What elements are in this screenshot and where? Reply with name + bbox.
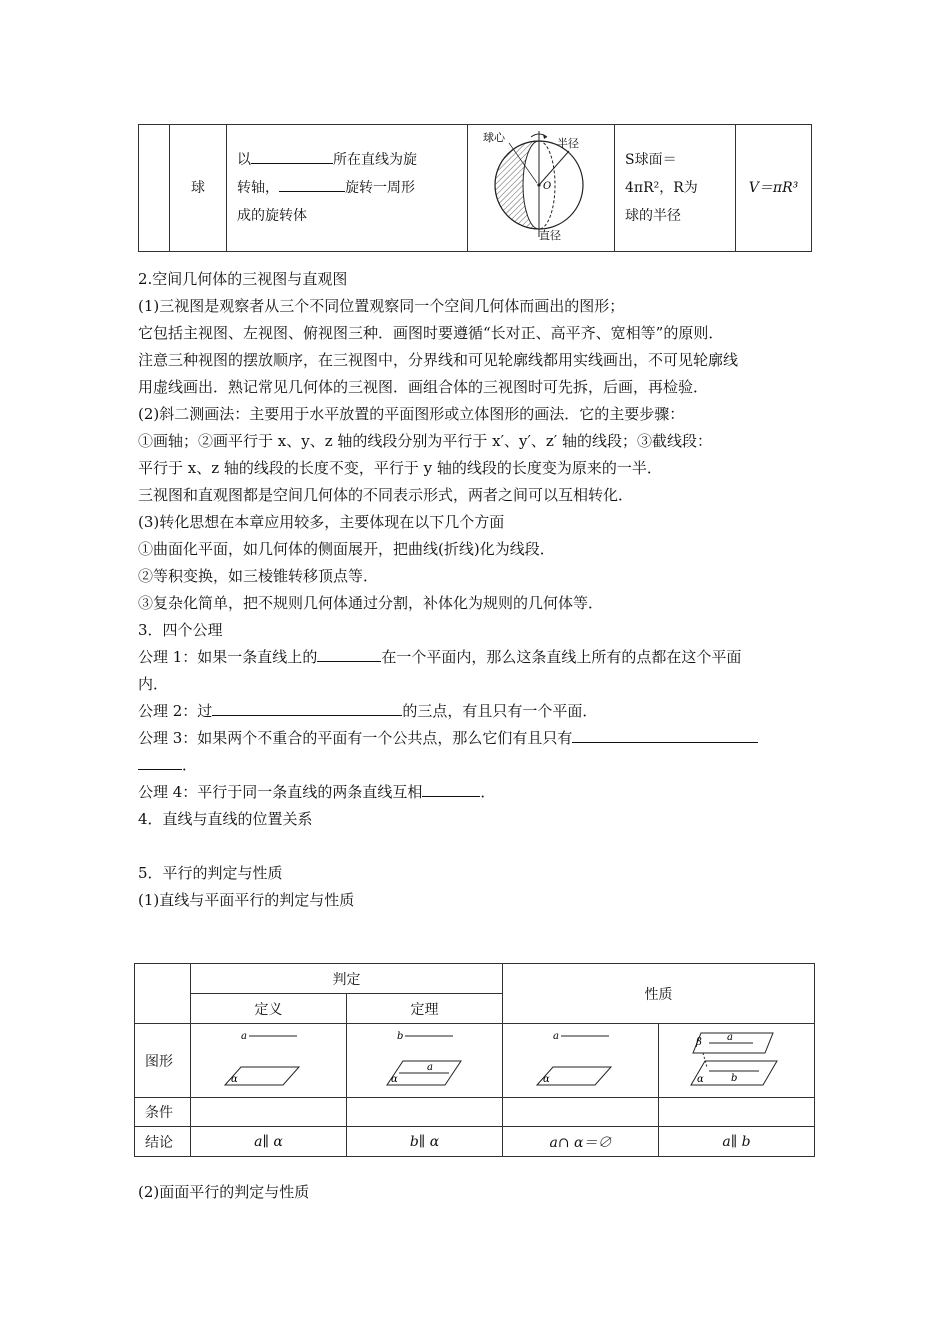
header-prop: 性质 [503,964,815,1024]
axiom1-prefix: 公理 1：如果一条直线上的 [138,648,318,666]
desc-line3: 成的旋转体 [237,208,307,224]
fig-def [191,1024,347,1098]
fig-label-alpha: α [390,1073,398,1085]
concl-prop2: a∥ b [659,1127,815,1157]
section5-heading: 5．平行的判定与性质 [138,864,283,882]
area-line3: 球的半径 [625,208,681,224]
sphere-table [138,124,812,252]
sphere-description [227,125,468,252]
axiom3-blank[interactable] [572,727,758,743]
axiom4-prefix: 公理 4：平行于同一条直线的两条直线互相 [138,783,423,801]
header-def: 定义 [191,994,347,1024]
header-judge: 判定 [191,964,503,994]
fig-label-b: b [396,1030,403,1042]
fig-label-alpha: α [696,1073,704,1085]
desc-mid: 所在直线为旋 [333,152,417,168]
section2-heading: 2.空间几何体的三视图与直观图 [138,270,348,288]
axiom2-blank[interactable] [212,700,402,716]
row-figure-label: 图形 [135,1024,191,1098]
axiom3 [138,725,758,752]
intersect-dashed [703,1053,707,1067]
axiom4-suffix: ． [480,783,496,801]
figure-definition [219,1027,319,1091]
area-line2: 4πR²，R为 [625,180,698,196]
blank-axis[interactable] [251,148,333,164]
section5-sub1: (1)直线与平面平行的判定与性质 [138,891,355,909]
concl-prop1: a∩ α＝∅ [503,1127,659,1157]
section4-heading: 4．直线与直线的位置关系 [138,810,313,828]
fig-label-beta: β [695,1036,702,1048]
sphere-volume: V＝πR³ [736,125,812,252]
section2-p1: (1)三视图是观察者从三个不同位置观察同一个空间几何体而画出的图形； [138,297,625,315]
section2-p4: 用虚线画出．熟记常见几何体的三视图．画组合体的三视图时可先拆，后画，再检验． [138,378,709,396]
section2-p3: 注意三种视图的摆放顺序，在三视图中，分界线和可见轮廓线都用实线画出，不可见轮廓线 [138,351,739,369]
section2-p5: (2)斜二测画法：主要用于水平放置的平面图形或立体图形的画法．它的主要步骤： [138,405,685,423]
axiom3-line2 [138,752,758,779]
axiom4-blank[interactable] [422,781,480,797]
figure-property-1 [531,1027,631,1091]
section2-p6: ①画轴；②画平行于 x、y、z 轴的线段分别为平行于 x′、y′、z′ 轴的线段；③截线段： [138,432,712,450]
parallel-table [134,963,815,1157]
section2-p11: ②等积变换，如三棱锥转移顶点等． [138,567,379,585]
section2 [138,266,758,914]
section2-p12: ③复杂化简单，把不规则几何体通过分割，补体化为规则的几何体等． [138,594,604,612]
axiom1-suffix: 在一个平面内，那么这条直线上所有的点都在这个平面 [381,648,742,666]
radius-line [539,151,569,185]
sphere-table-blank-cell [139,125,170,252]
figure-property-2 [687,1027,787,1091]
center-label: 球心 [483,131,505,144]
fig-label-a: a [552,1030,559,1042]
fig-thm [347,1024,503,1098]
axiom3-line2-suffix: ． [182,756,198,774]
axiom1-line2: 内． [138,675,169,693]
axiom4 [138,779,758,806]
row-conclusion-label: 结论 [135,1127,191,1157]
fig-label-alpha: α [230,1073,238,1085]
blank-rotating[interactable] [279,176,345,192]
sphere-figure [481,125,601,241]
fig-label-a: a [726,1031,733,1043]
cond-thm[interactable] [347,1098,503,1127]
sphere-figure-cell [468,125,615,252]
radius-label: 半径 [557,137,579,150]
diameter-label: 直径 [539,229,561,241]
section2-p2: 它包括主视图、左视图、俯视图三种．画图时要遵循“长对正、高平齐、宽相等”的原则． [138,324,724,342]
axiom2 [138,698,758,725]
cond-prop1[interactable] [503,1098,659,1127]
axiom2-prefix: 公理 2：过 [138,702,213,720]
fig-prop1 [503,1024,659,1098]
section2-p10: ①曲面化平面，如几何体的侧面展开，把曲线(折线)化为线段． [138,540,555,558]
axiom1 [138,644,758,671]
concl-thm: b∥ α [347,1127,503,1157]
spacer [138,833,758,860]
center-point [537,183,540,186]
fig-label-a: a [240,1030,247,1042]
axiom2-suffix: 的三点，有且只有一个平面． [402,702,598,720]
section3-heading: 3．四个公理 [138,621,223,639]
axiom3-blank2[interactable] [138,754,182,770]
row-condition-label: 条件 [135,1098,191,1127]
cond-prop2[interactable] [659,1098,815,1127]
section2-p8: 三视图和直观图都是空间几何体的不同表示形式，两者之间可以互相转化． [138,486,634,504]
axiom3-prefix: 公理 3：如果两个不重合的平面有一个公共点，那么它们有且只有 [138,729,573,747]
fig-label-a: a [426,1061,433,1073]
fig-prop2 [659,1024,815,1098]
center-o-label: O [543,181,552,192]
section5-sub2: (2)面面平行的判定与性质 [138,1183,310,1201]
section2-p7: 平行于 x、z 轴的线段的长度不变，平行于 y 轴的线段的长度变为原来的一半． [138,459,662,477]
area-line1: S球面＝ [625,152,677,168]
figure-theorem [375,1027,475,1091]
axiom1-blank[interactable] [317,646,381,662]
corner-cell [135,964,191,1024]
desc-line2-prefix: 转轴， [237,180,279,196]
desc-line2-suffix: 旋转一周形 [345,180,415,196]
fig-label-b: b [730,1072,737,1084]
header-thm: 定理 [347,994,503,1024]
desc-prefix: 以 [237,152,251,168]
cond-def[interactable] [191,1098,347,1127]
section2-p9: (3)转化思想在本章应用较多，主要体现在以下几个方面 [138,513,505,531]
fig-label-alpha: α [542,1073,550,1085]
sphere-surface-area [615,125,736,252]
sphere-name: 球 [170,125,227,252]
concl-def: a∥ α [191,1127,347,1157]
